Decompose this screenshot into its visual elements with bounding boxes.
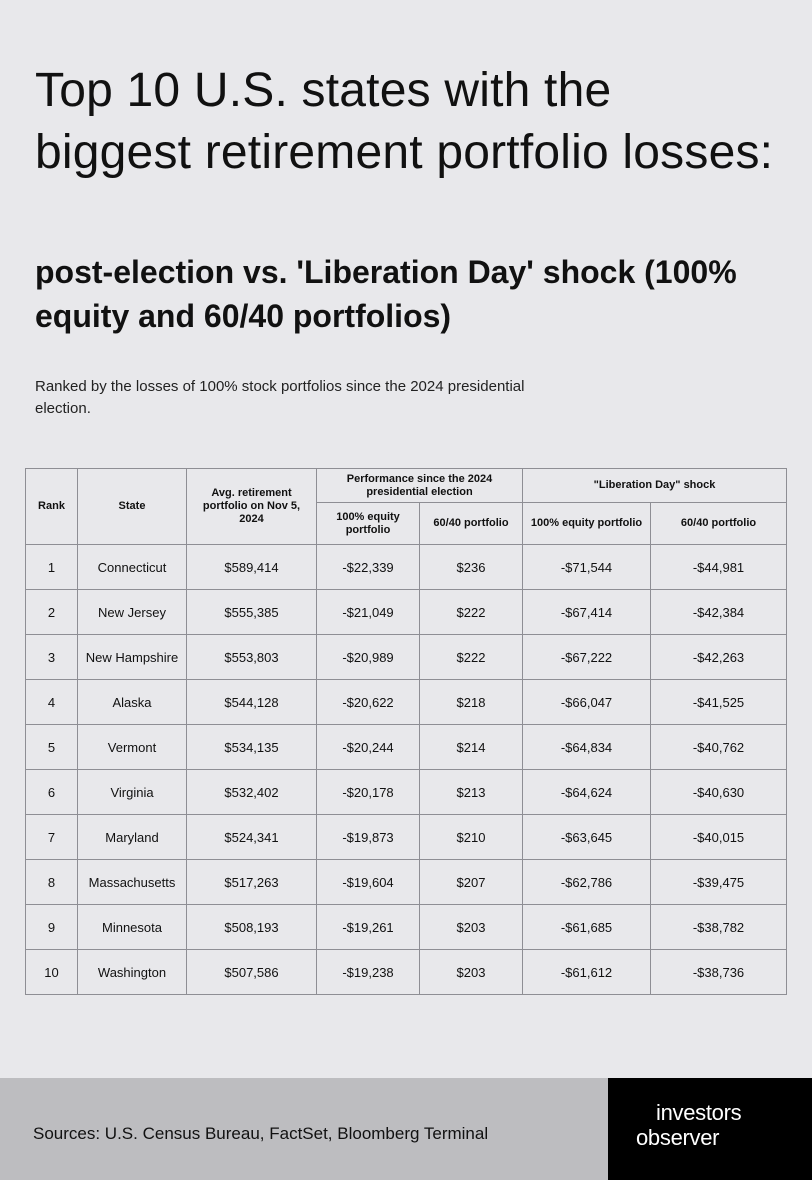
shock-6040-cell: -$38,782	[651, 905, 787, 950]
rank-cell: 8	[26, 860, 78, 905]
perf-6040-cell: $218	[420, 680, 523, 725]
table-row	[26, 545, 787, 590]
shock-equity-cell: -$67,414	[523, 590, 651, 635]
shock-6040-cell: -$40,015	[651, 815, 787, 860]
header-state: State	[78, 469, 187, 545]
rank-cell: 5	[26, 725, 78, 770]
shock-equity-cell: -$67,222	[523, 635, 651, 680]
state-cell: New Hampshire	[78, 635, 187, 680]
shock-6040-cell: -$42,263	[651, 635, 787, 680]
shock-equity-cell: -$66,047	[523, 680, 651, 725]
state-cell: New Jersey	[78, 590, 187, 635]
perf-equity-cell: -$19,261	[317, 905, 420, 950]
perf-6040-cell: $203	[420, 905, 523, 950]
shock-6040-cell: -$42,384	[651, 590, 787, 635]
table-row	[26, 590, 787, 635]
shock-6040-cell: -$40,630	[651, 770, 787, 815]
avg-portfolio-cell: $553,803	[187, 635, 317, 680]
avg-portfolio-cell: $508,193	[187, 905, 317, 950]
perf-equity-cell: -$22,339	[317, 545, 420, 590]
table-row	[26, 905, 787, 950]
header-rank: Rank	[26, 469, 78, 545]
header-group-shock: "Liberation Day" shock	[523, 469, 787, 503]
ranking-note: Ranked by the losses of 100% stock portfolios since the 2024 presidential election.	[35, 378, 525, 417]
perf-equity-cell: -$19,604	[317, 860, 420, 905]
rank-cell: 3	[26, 635, 78, 680]
state-cell: Virginia	[78, 770, 187, 815]
avg-portfolio-cell: $532,402	[187, 770, 317, 815]
shock-equity-cell: -$64,624	[523, 770, 651, 815]
perf-6040-cell: $222	[420, 590, 523, 635]
table-row	[26, 635, 787, 680]
perf-equity-cell: -$21,049	[317, 590, 420, 635]
perf-6040-cell: $210	[420, 815, 523, 860]
logo-line-1: investors	[656, 1100, 742, 1125]
header-group-performance: Performance since the 2024 presidential election	[317, 469, 523, 503]
perf-6040-cell: $213	[420, 770, 523, 815]
rank-cell: 4	[26, 680, 78, 725]
state-cell: Minnesota	[78, 905, 187, 950]
table-row	[26, 950, 787, 995]
rank-cell: 1	[26, 545, 78, 590]
rank-cell: 2	[26, 590, 78, 635]
shock-6040-cell: -$38,736	[651, 950, 787, 995]
shock-6040-cell: -$44,981	[651, 545, 787, 590]
perf-equity-cell: -$20,244	[317, 725, 420, 770]
state-cell: Washington	[78, 950, 187, 995]
perf-6040-cell: $207	[420, 860, 523, 905]
perf-6040-cell: $236	[420, 545, 523, 590]
losses-table	[25, 468, 787, 995]
avg-portfolio-cell: $544,128	[187, 680, 317, 725]
table-row	[26, 860, 787, 905]
avg-portfolio-cell: $555,385	[187, 590, 317, 635]
perf-equity-cell: -$19,873	[317, 815, 420, 860]
header-shock-6040: 60/40 portfolio	[651, 503, 787, 545]
shock-equity-cell: -$62,786	[523, 860, 651, 905]
state-cell: Vermont	[78, 725, 187, 770]
shock-equity-cell: -$64,834	[523, 725, 651, 770]
table-row	[26, 680, 787, 725]
perf-6040-cell: $214	[420, 725, 523, 770]
perf-equity-cell: -$20,178	[317, 770, 420, 815]
page-subtitle: post-election vs. 'Liberation Day' shock (100% equity and 60/40 portfolios)	[35, 254, 737, 334]
header-perf-equity: 100% equity portfolio	[317, 503, 420, 545]
perf-equity-cell: -$19,238	[317, 950, 420, 995]
table-row	[26, 770, 787, 815]
state-cell: Maryland	[78, 815, 187, 860]
shock-equity-cell: -$61,685	[523, 905, 651, 950]
page-title: Top 10 U.S. states with the biggest retirement portfolio losses:	[35, 64, 774, 179]
avg-portfolio-cell: $517,263	[187, 860, 317, 905]
investors-observer-logo	[608, 1078, 812, 1180]
logo-line-2: observer	[636, 1125, 720, 1150]
avg-portfolio-cell: $524,341	[187, 815, 317, 860]
avg-portfolio-cell: $589,414	[187, 545, 317, 590]
rank-cell: 6	[26, 770, 78, 815]
sources-text: Sources: U.S. Census Bureau, FactSet, Bloomberg Terminal	[33, 1124, 489, 1143]
shock-6040-cell: -$39,475	[651, 860, 787, 905]
shock-6040-cell: -$40,762	[651, 725, 787, 770]
header-perf-6040: 60/40 portfolio	[420, 503, 523, 545]
table-body	[26, 545, 787, 995]
header-avg-portfolio: Avg. retirement portfolio on Nov 5, 2024	[187, 469, 317, 545]
perf-6040-cell: $203	[420, 950, 523, 995]
rank-cell: 10	[26, 950, 78, 995]
avg-portfolio-cell: $534,135	[187, 725, 317, 770]
rank-cell: 9	[26, 905, 78, 950]
state-cell: Connecticut	[78, 545, 187, 590]
perf-equity-cell: -$20,622	[317, 680, 420, 725]
state-cell: Massachusetts	[78, 860, 187, 905]
table-row	[26, 815, 787, 860]
shock-equity-cell: -$63,645	[523, 815, 651, 860]
perf-6040-cell: $222	[420, 635, 523, 680]
shock-equity-cell: -$61,612	[523, 950, 651, 995]
state-cell: Alaska	[78, 680, 187, 725]
header-shock-equity: 100% equity portfolio	[523, 503, 651, 545]
shock-equity-cell: -$71,544	[523, 545, 651, 590]
avg-portfolio-cell: $507,586	[187, 950, 317, 995]
perf-equity-cell: -$20,989	[317, 635, 420, 680]
table-row	[26, 725, 787, 770]
rank-cell: 7	[26, 815, 78, 860]
shock-6040-cell: -$41,525	[651, 680, 787, 725]
